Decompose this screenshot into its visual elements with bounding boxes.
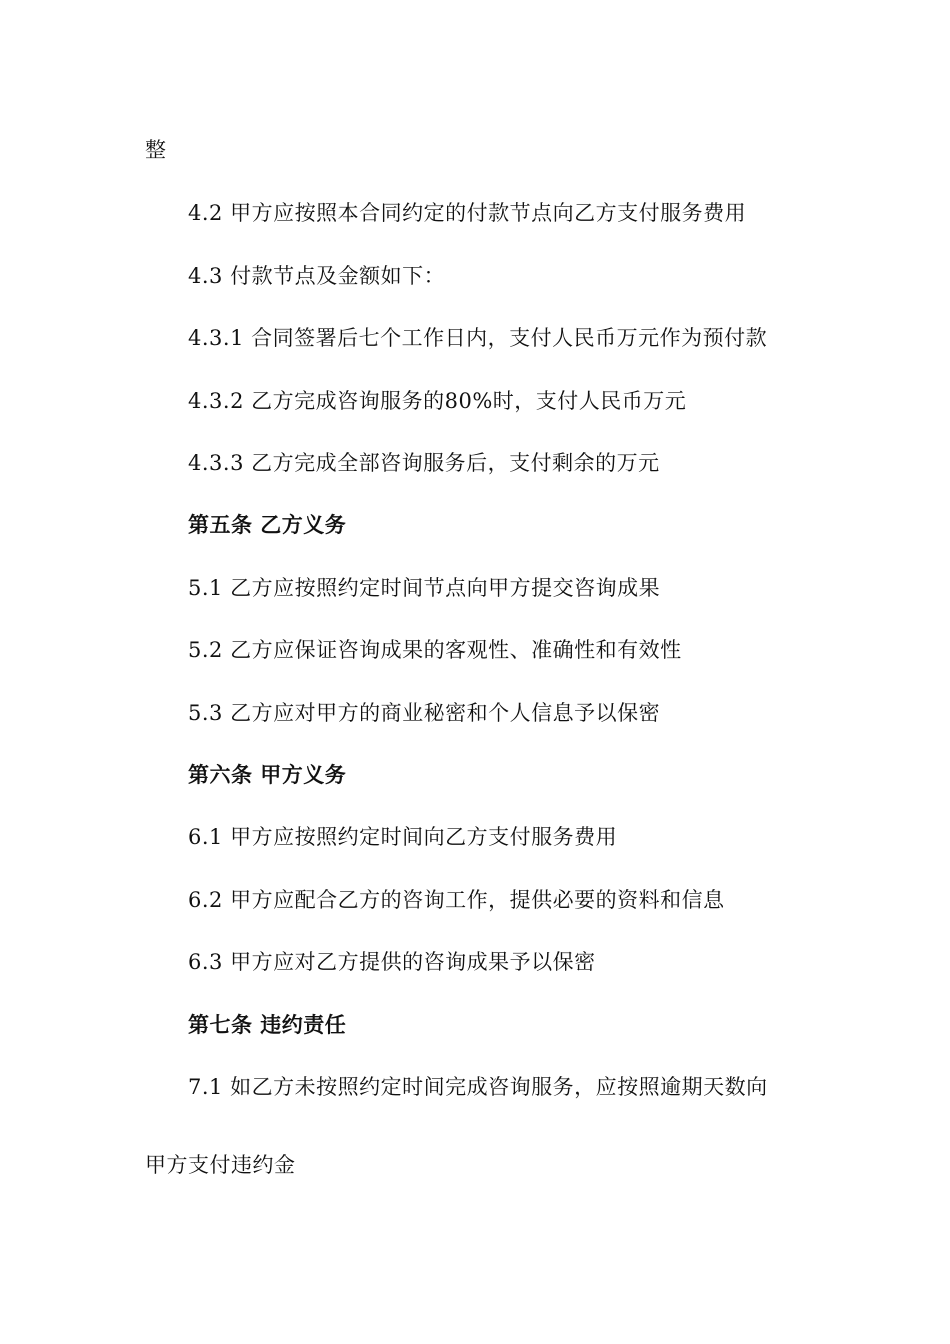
clause-6-2: 6.2 甲方应配合乙方的咨询工作，提供必要的资料和信息 xyxy=(188,888,725,912)
article-5-heading: 第五条 乙方义务 xyxy=(188,513,347,537)
continuation-line-top: 整 xyxy=(145,138,167,162)
clause-4-3-2: 4.3.2 乙方完成咨询服务的80%时，支付人民币万元 xyxy=(188,389,687,413)
clause-4-3-3: 4.3.3 乙方完成全部咨询服务后，支付剩余的万元 xyxy=(188,451,660,475)
clause-5-1: 5.1 乙方应按照约定时间节点向甲方提交咨询成果 xyxy=(188,576,661,600)
clause-4-3: 4.3 付款节点及金额如下： xyxy=(188,264,446,288)
clause-6-3: 6.3 甲方应对乙方提供的咨询成果予以保密 xyxy=(188,950,596,974)
clause-6-1: 6.1 甲方应按照约定时间向乙方支付服务费用 xyxy=(188,825,618,849)
clause-4-3-1: 4.3.1 合同签署后七个工作日内，支付人民币万元作为预付款 xyxy=(188,326,768,350)
article-6-heading: 第六条 甲方义务 xyxy=(188,763,347,787)
clause-4-2: 4.2 甲方应按照本合同约定的付款节点向乙方支付服务费用 xyxy=(188,201,747,225)
clause-5-3: 5.3 乙方应对甲方的商业秘密和个人信息予以保密 xyxy=(188,701,661,725)
article-7-heading: 第七条 违约责任 xyxy=(188,1013,347,1037)
clause-7-1: 7.1 如乙方未按照约定时间完成咨询服务，应按照逾期天数向 xyxy=(188,1075,768,1099)
clause-5-2: 5.2 乙方应保证咨询成果的客观性、准确性和有效性 xyxy=(188,638,682,662)
clause-7-1-continuation: 甲方支付违约金 xyxy=(145,1153,296,1177)
